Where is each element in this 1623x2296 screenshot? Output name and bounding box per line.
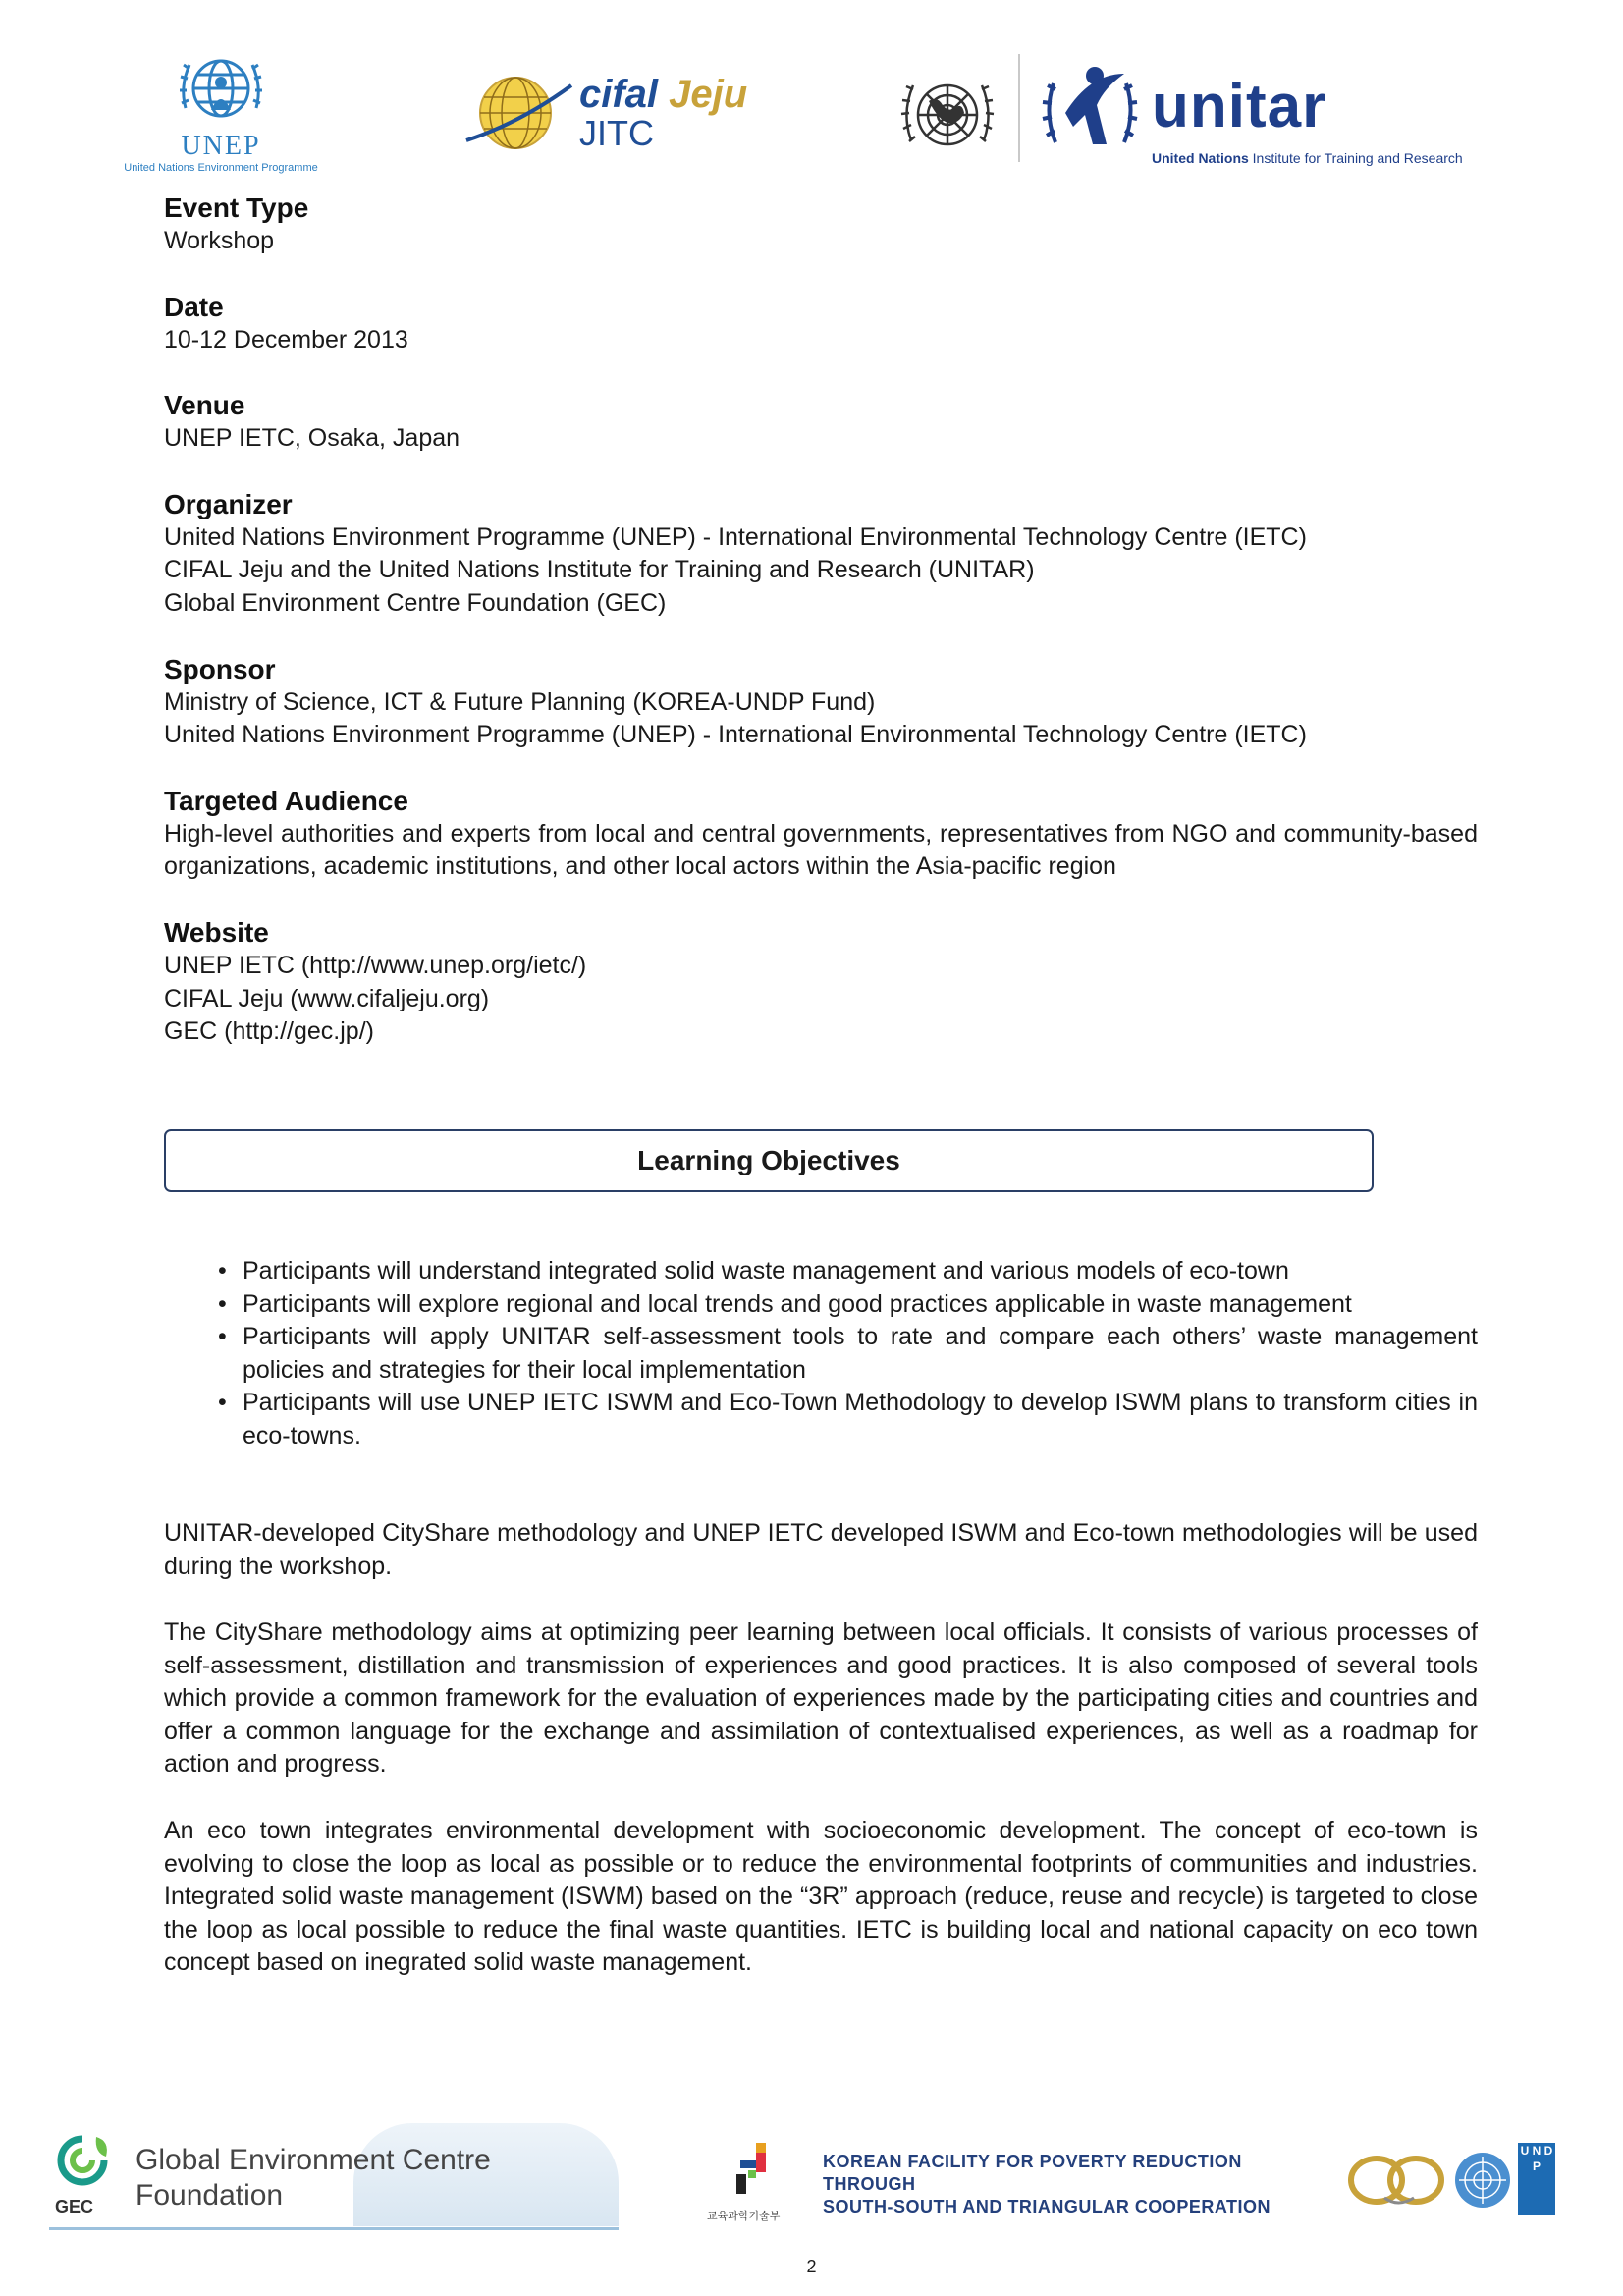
- unep-subtitle: United Nations Environment Programme: [124, 162, 318, 174]
- logo-divider: [1018, 54, 1020, 162]
- gec-name: [135, 2143, 491, 2214]
- section-organizer: [164, 488, 1478, 621]
- section-venue: [164, 389, 1478, 456]
- cifal-jeju-wordmark: [579, 74, 747, 115]
- website-link-gec: GEC (http://gec.jp/): [164, 1017, 374, 1046]
- gec-abbreviation: GEC: [55, 2197, 94, 2216]
- korea-ministry-icon: [727, 2141, 785, 2200]
- cifal-text: [579, 74, 747, 152]
- website-link-cifal: CIFAL Jeju (www.cifaljeju.org): [164, 984, 490, 1012]
- unep-wordmark: UNEP: [181, 131, 261, 161]
- gec-name-line2: Foundation: [135, 2179, 284, 2212]
- gec-logo: [49, 2123, 619, 2231]
- objectives-list: [218, 1255, 1478, 1453]
- rings-icon: [1345, 2147, 1453, 2215]
- paragraph-methodology-intro: UNITAR-developed CityShare methodology and UNEP IETC developed ISWM and Eco-town methodologies will be used during the workshop.: [164, 1519, 1478, 1580]
- section-targeted-audience: [164, 785, 1478, 884]
- section-line: Ministry of Science, ICT & Future Planning (KOREA-UNDP Fund): [164, 687, 876, 716]
- section-line: CIFAL Jeju and the United Nations Institute for Training and Research (UNITAR): [164, 556, 1035, 584]
- korea-facility-line1: KOREAN FACILITY FOR POVERTY REDUCTION THROUGH: [823, 2152, 1242, 2194]
- paragraph-cityshare: The CityShare methodology aims at optimizing peer learning between local officials. It consists of various processes of self-assessment, distillation and transmission of experiences and good practices. It is also composed of several tools which provide a common framework for the evaluation of experiences made by the participating cities and countries and offer a common language for the exchange and assimilation of contextualised experiences, as well as a roadmap for action and progress.: [164, 1618, 1478, 1778]
- section-line: 10-12 December 2013: [164, 325, 408, 354]
- jeju-word: Jeju: [669, 73, 748, 116]
- list-item: • Participants will apply UNITAR self-assessment tools to rate and compare each others’ waste management policies and strategies for their local implementation: [218, 1321, 1478, 1387]
- section-heading: Event Type: [164, 192, 309, 223]
- unitar-emblem-icon: [1036, 54, 1144, 162]
- section-heading: Venue: [164, 390, 245, 421]
- section-line: United Nations Environment Programme (UNEP) - International Environmental Technology Centre (IETC): [164, 721, 1307, 749]
- un-emblem-icon: [893, 64, 1001, 172]
- jitc-word: JITC: [579, 113, 654, 153]
- unitar-subtitle-rest: Institute for Training and Research: [1248, 150, 1463, 166]
- un-globe-icon: [1451, 2149, 1514, 2212]
- section-heading: Sponsor: [164, 653, 276, 684]
- list-item: • Participants will understand integrated solid waste management and various models of eco-town: [218, 1255, 1478, 1288]
- gec-underline: [49, 2227, 619, 2230]
- section-sponsor: [164, 653, 1478, 752]
- unep-logo: [98, 49, 344, 174]
- list-item: • Participants will use UNEP IETC ISWM and Eco-Town Methodology to develop ISWM plans to transform cities in eco-towns.: [218, 1387, 1478, 1452]
- korea-facility-name: [823, 2151, 1296, 2218]
- section-heading: Targeted Audience: [164, 785, 408, 816]
- korea-facility-logo: [707, 2141, 1296, 2229]
- page-number: 2: [806, 2257, 817, 2276]
- unep-emblem-icon: [172, 49, 270, 130]
- section-line: Global Environment Centre Foundation (GEC): [164, 588, 667, 617]
- learning-objectives-title: Learning Objectives: [637, 1145, 900, 1175]
- event-info: [164, 191, 1478, 1081]
- gec-name-line1: Global Environment Centre: [135, 2144, 491, 2176]
- footer-logos: [0, 2121, 1623, 2239]
- korea-facility-line2: SOUTH-SOUTH AND TRIANGULAR COOPERATION: [823, 2197, 1271, 2216]
- undp-logos: [1345, 2143, 1561, 2221]
- header-logos: [0, 39, 1623, 187]
- gec-leaf-icon: [53, 2131, 112, 2200]
- unitar-logo: [1036, 54, 1507, 182]
- korea-ministry-label: 교육과학기술부: [707, 2211, 781, 2222]
- section-text: High-level authorities and experts from local and central governments, representatives from NGO and community-based organizations, academic institutions, and other local actors within the Asia-pacific region: [164, 819, 1478, 881]
- section-date: [164, 291, 1478, 357]
- section-line: UNEP IETC, Osaka, Japan: [164, 424, 460, 453]
- learning-objectives-box: [164, 1129, 1374, 1192]
- section-line: Workshop: [164, 227, 275, 254]
- unitar-subtitle: [1152, 150, 1463, 166]
- cifal-jeju-logo: [461, 64, 776, 172]
- unitar-wordmark: unitar: [1152, 73, 1327, 140]
- un-emblem: [893, 64, 1001, 172]
- section-heading: Website: [164, 916, 269, 948]
- cifal-word: cifal: [579, 73, 659, 116]
- website-link-unep: UNEP IETC (http://www.unep.org/ietc/): [164, 951, 587, 979]
- undp-badge: U N D P: [1518, 2143, 1555, 2215]
- section-heading: Date: [164, 291, 224, 322]
- unitar-subtitle-bold: United Nations: [1152, 150, 1249, 166]
- section-event-type: [164, 191, 1478, 258]
- list-item: • Participants will explore regional and local trends and good practices applicable in waste management: [218, 1288, 1478, 1322]
- section-heading: Organizer: [164, 488, 293, 519]
- section-website: [164, 916, 1478, 1049]
- paragraph-eco-town: An eco town integrates environmental development with socioeconomic development. The concept of eco-town is evolving to close the loop as local as possible or to reduce the environmental footprints of communities and industries. Integrated solid waste management (ISWM) based on the “3R” approach (reduce, reuse and recycle) is targeted to close the loop as local possible to reduce the final waste quantities. IETC is building local and national capacity on eco town concept based on inegrated solid waste management.: [164, 1817, 1478, 1977]
- globe-icon: [461, 64, 574, 162]
- section-line: United Nations Environment Programme (UNEP) - International Environmental Technology Centre (IETC): [164, 522, 1307, 551]
